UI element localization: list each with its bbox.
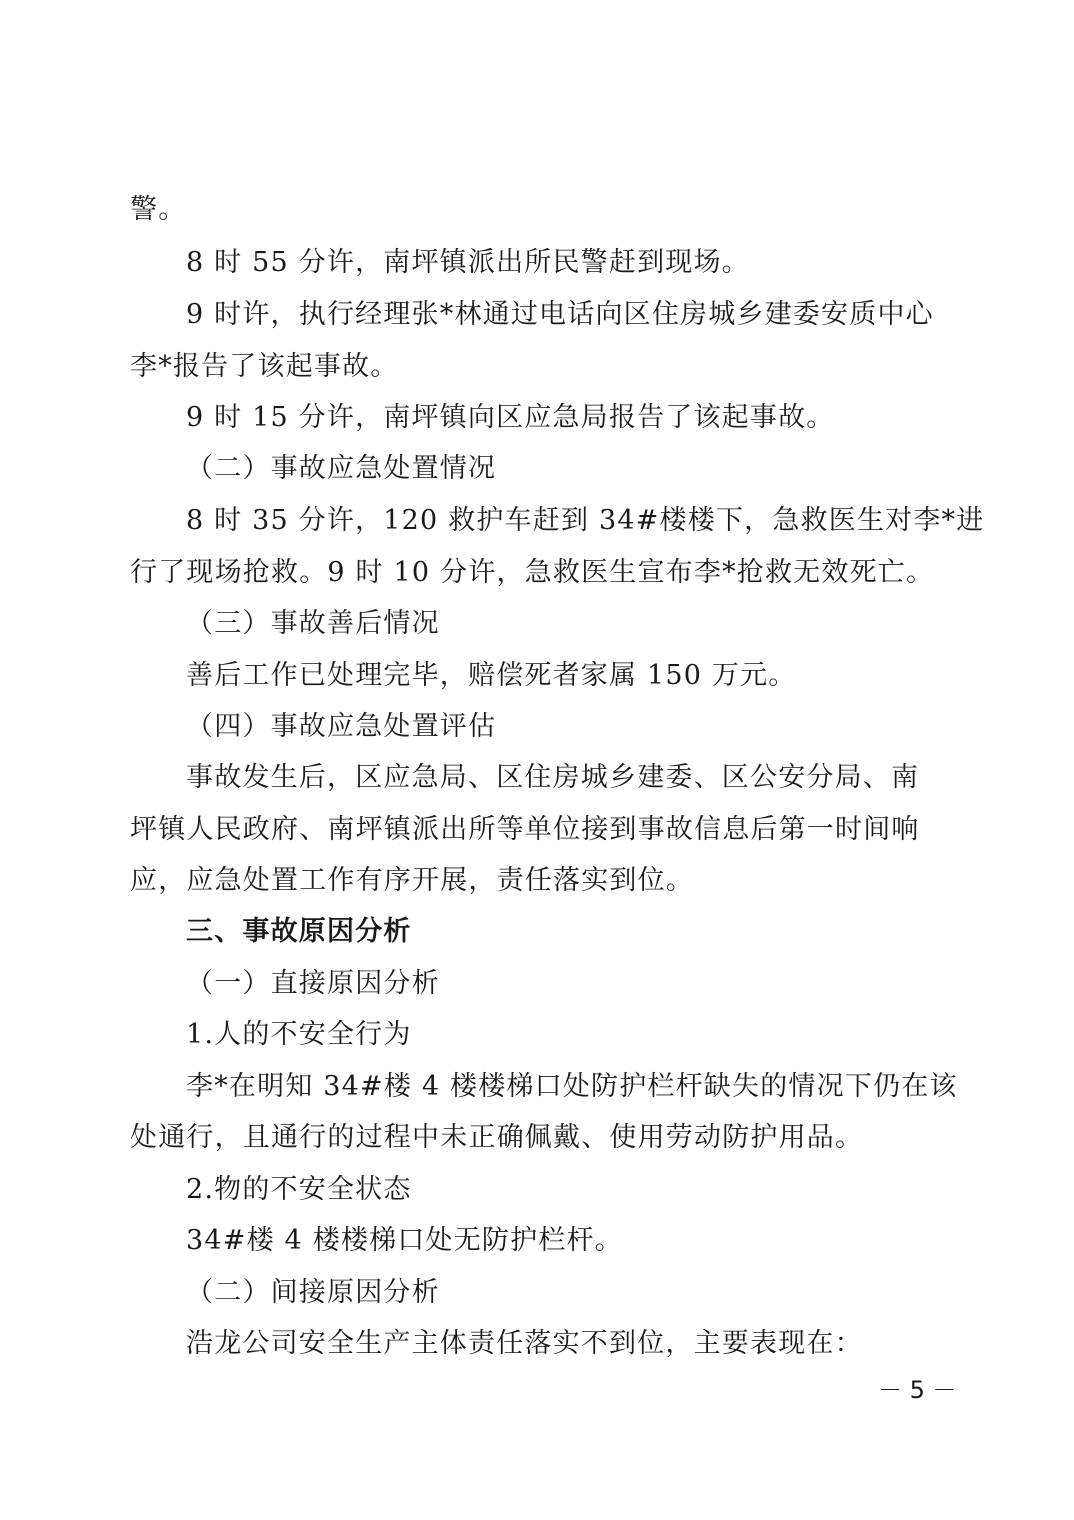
paragraph-line: 行了现场抢救。9 时 10 分许，急救医生宣布李*抢救无效死亡。: [130, 557, 935, 588]
paragraph-line: 2.物的不安全状态: [186, 1174, 412, 1205]
paragraph-line: 事故发生后，区应急局、区住房城乡建委、区公安分局、南: [186, 762, 920, 793]
paragraph-line: 34#楼 4 楼楼梯口处无防护栏杆。: [186, 1225, 623, 1256]
section-heading: 三、事故原因分析: [186, 916, 412, 947]
paragraph-line: 警。: [130, 194, 187, 225]
paragraph-line: 8 时 55 分许，南坪镇派出所民警赶到现场。: [186, 247, 750, 278]
paragraph-line: 9 时 15 分许，南坪镇向区应急局报告了该起事故。: [186, 402, 835, 433]
paragraph-line: 8 时 35 分许，120 救护车赶到 34#楼楼下，急救医生对李*进: [186, 505, 985, 536]
section-subheading: （一）直接原因分析: [186, 968, 440, 999]
paragraph-line: 李*报告了该起事故。: [130, 351, 399, 382]
paragraph-line: 处通行，且通行的过程中未正确佩戴、使用劳动防护用品。: [130, 1122, 864, 1153]
section-subheading: （二）间接原因分析: [186, 1277, 440, 1308]
section-subheading: （四）事故应急处置评估: [186, 711, 497, 742]
paragraph-line: 9 时许，执行经理张*林通过电话向区住房城乡建委安质中心: [186, 299, 934, 330]
paragraph-line: 李*在明知 34#楼 4 楼楼梯口处防护栏杆缺失的情况下仍在该: [186, 1071, 958, 1102]
paragraph-line: 应，应急处置工作有序开展，责任落实到位。: [130, 865, 694, 896]
section-subheading: （二）事故应急处置情况: [186, 453, 497, 484]
paragraph-line: 善后工作已处理完毕，赔偿死者家属 150 万元。: [186, 660, 797, 691]
paragraph-line: 坪镇人民政府、南坪镇派出所等单位接到事故信息后第一时间响: [130, 814, 920, 845]
page-number: － 5 －: [878, 1376, 957, 1404]
paragraph-line: 1.人的不安全行为: [186, 1019, 412, 1050]
section-subheading: （三）事故善后情况: [186, 608, 440, 639]
paragraph-line: 浩龙公司安全生产主体责任落实不到位，主要表现在：: [186, 1328, 863, 1359]
